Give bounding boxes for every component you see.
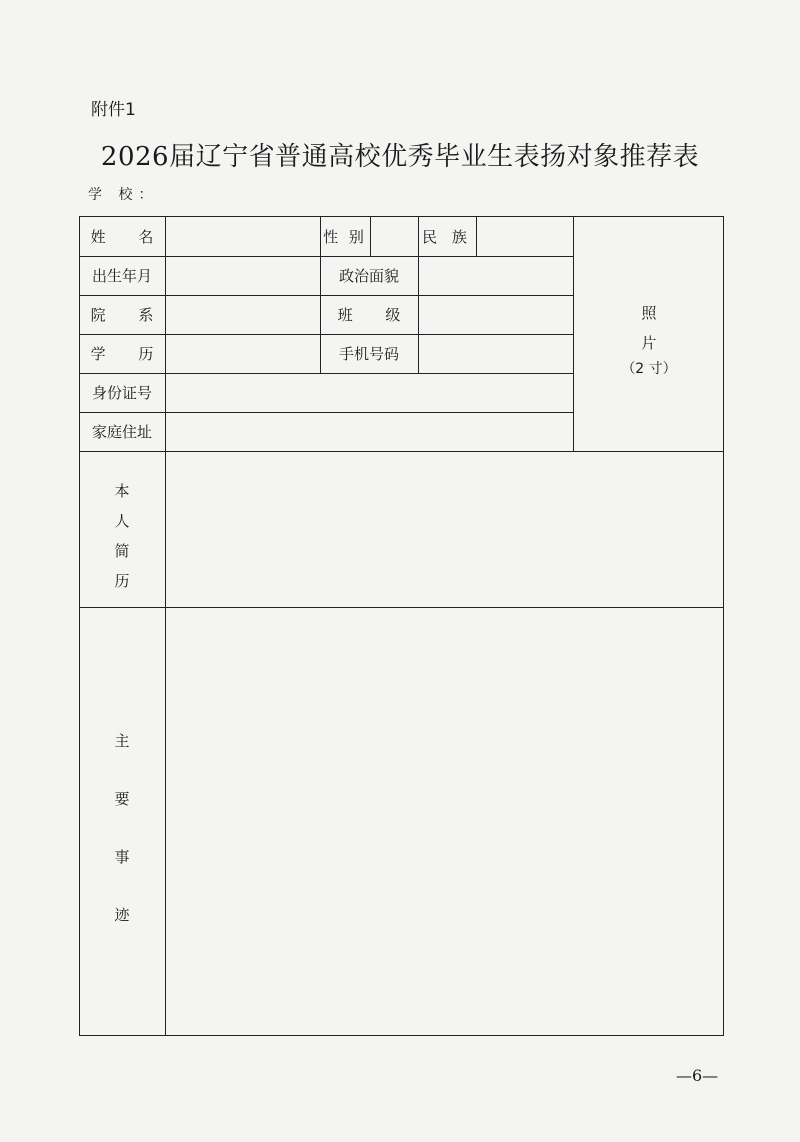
ethnicity-field[interactable] (477, 217, 572, 255)
deeds-label (79, 730, 165, 925)
political-field[interactable] (419, 257, 572, 294)
photo-size-label: （2 寸） (621, 361, 677, 377)
id-number-label: 身份证号 (91, 384, 152, 402)
resume-char: 本 (114, 482, 130, 500)
photo-box (574, 302, 724, 378)
page-number: —6— (676, 1066, 719, 1085)
resume-char: 历 (114, 572, 130, 590)
page-title: 2026届辽宁省普通高校优秀毕业生表扬对象推荐表 (100, 142, 700, 172)
gender-label: 性 别 (323, 227, 367, 246)
deeds-char: 要 (114, 790, 130, 808)
address-field[interactable] (166, 413, 572, 450)
id-number-field[interactable] (166, 374, 572, 411)
name-label: 姓 名 (90, 227, 168, 246)
school-label: 学 校： (88, 187, 159, 203)
photo-label-2: 片 (641, 334, 657, 352)
political-label: 政治面貌 (338, 267, 399, 285)
class-field[interactable] (419, 296, 572, 333)
deeds-field[interactable] (166, 608, 723, 1035)
address-label: 家庭住址 (91, 423, 152, 441)
resume-field[interactable] (166, 452, 723, 606)
resume-char: 简 (114, 542, 130, 560)
name-field[interactable] (166, 217, 319, 255)
deeds-char: 迹 (114, 906, 130, 924)
class-label: 班 级 (337, 306, 415, 324)
ethnicity-label: 民 族 (422, 227, 472, 246)
education-label: 学 历 (90, 345, 168, 363)
birth-label: 出生年月 (91, 267, 152, 285)
department-label: 院 系 (90, 306, 168, 324)
deeds-char: 主 (114, 732, 130, 750)
attachment-label: 附件1 (91, 100, 136, 120)
department-field[interactable] (166, 296, 319, 333)
gender-field[interactable] (371, 217, 417, 255)
phone-label: 手机号码 (338, 345, 399, 363)
resume-char: 人 (114, 512, 130, 530)
photo-label-1: 照 (641, 304, 657, 322)
birth-field[interactable] (166, 257, 319, 294)
phone-field[interactable] (419, 335, 572, 372)
education-field[interactable] (166, 335, 319, 372)
resume-label (79, 480, 165, 591)
deeds-char: 事 (114, 848, 130, 866)
